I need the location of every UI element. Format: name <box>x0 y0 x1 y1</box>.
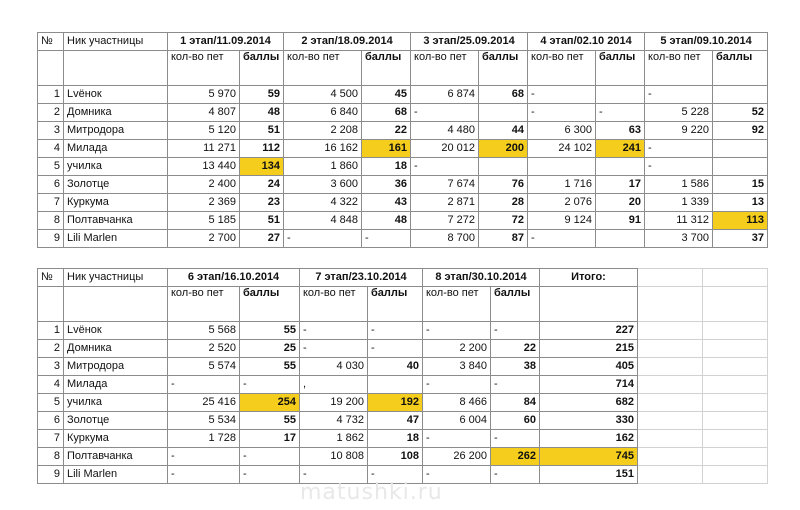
empty-cell <box>703 340 768 358</box>
count-cell: - <box>423 466 491 484</box>
stage-header: 1 этап/11.09.2014 <box>168 33 284 51</box>
participant-name: Lili Marlen <box>64 230 168 248</box>
points-cell: 51 <box>240 122 284 140</box>
table-row <box>38 430 768 448</box>
count-cell: - <box>411 158 479 176</box>
points-cell: 24 <box>240 176 284 194</box>
header-row <box>38 33 768 51</box>
row-number: 8 <box>38 212 64 230</box>
count-cell: 25 416 <box>168 394 240 412</box>
points-cell: 20 <box>596 194 645 212</box>
count-cell: - <box>645 158 713 176</box>
count-cell: - <box>528 230 596 248</box>
total-cell: 405 <box>540 358 638 376</box>
points-cell: - <box>240 466 300 484</box>
table-row <box>38 176 768 194</box>
points-cell: 60 <box>491 412 540 430</box>
points-cell: 134 <box>240 158 284 176</box>
total-cell: 745 <box>540 448 638 466</box>
points-cell <box>479 104 528 122</box>
count-cell: 2 200 <box>423 340 491 358</box>
count-cell: 4 322 <box>284 194 362 212</box>
table-row <box>38 140 768 158</box>
count-cell: 4 848 <box>284 212 362 230</box>
count-subheader: кол-во пет <box>168 287 240 322</box>
count-cell: 26 200 <box>423 448 491 466</box>
count-cell: 1 716 <box>528 176 596 194</box>
count-cell: 8 466 <box>423 394 491 412</box>
count-cell: - <box>168 376 240 394</box>
points-subheader: баллы <box>240 51 284 86</box>
empty-cell <box>638 394 703 412</box>
empty-cell <box>703 430 768 448</box>
points-cell <box>596 158 645 176</box>
participant-name: Куркума <box>64 430 168 448</box>
count-subheader: кол-во пет <box>645 51 713 86</box>
count-cell: - <box>300 322 368 340</box>
count-subheader: кол-во пет <box>411 51 479 86</box>
count-cell: 5 568 <box>168 322 240 340</box>
table-row <box>38 448 768 466</box>
table-row <box>38 194 768 212</box>
empty-cell <box>638 376 703 394</box>
points-cell: - <box>596 104 645 122</box>
row-number: 9 <box>38 466 64 484</box>
points-cell: 43 <box>362 194 411 212</box>
points-cell: 15 <box>713 176 768 194</box>
table-row <box>38 376 768 394</box>
nick-header: Ник участницы <box>64 33 168 51</box>
empty-cell <box>703 412 768 430</box>
count-cell: - <box>300 340 368 358</box>
count-cell: 1 339 <box>645 194 713 212</box>
row-number: 1 <box>38 86 64 104</box>
points-subheader: баллы <box>240 287 300 322</box>
count-cell: 8 700 <box>411 230 479 248</box>
empty-cell <box>703 358 768 376</box>
count-cell: 2 076 <box>528 194 596 212</box>
points-cell: 92 <box>713 122 768 140</box>
count-cell: 5 534 <box>168 412 240 430</box>
count-cell: 1 862 <box>300 430 368 448</box>
count-cell: 6 300 <box>528 122 596 140</box>
points-cell: 48 <box>240 104 284 122</box>
row-number: 6 <box>38 412 64 430</box>
count-cell: 6 004 <box>423 412 491 430</box>
points-cell: 91 <box>596 212 645 230</box>
points-cell: 262 <box>491 448 540 466</box>
count-cell: 9 220 <box>645 122 713 140</box>
points-cell <box>713 140 768 158</box>
points-cell: 38 <box>491 358 540 376</box>
row-number: 5 <box>38 394 64 412</box>
points-cell: 68 <box>362 104 411 122</box>
table-row <box>38 358 768 376</box>
total-header: Итого: <box>540 269 638 287</box>
total-cell: 151 <box>540 466 638 484</box>
row-number: 4 <box>38 140 64 158</box>
table-row <box>38 412 768 430</box>
header-row <box>38 269 768 287</box>
stage-header: 7 этап/23.10.2014 <box>300 269 423 287</box>
points-subheader: баллы <box>362 51 411 86</box>
count-cell: 1 860 <box>284 158 362 176</box>
empty-cell <box>703 466 768 484</box>
count-cell: 3 600 <box>284 176 362 194</box>
count-cell: 3 840 <box>423 358 491 376</box>
count-cell: 11 312 <box>645 212 713 230</box>
count-cell: - <box>284 230 362 248</box>
participant-name: Lili Marlen <box>64 466 168 484</box>
count-subheader: кол-во пет <box>423 287 491 322</box>
points-cell: 22 <box>362 122 411 140</box>
count-cell: 5 228 <box>645 104 713 122</box>
count-cell: 4 500 <box>284 86 362 104</box>
count-cell: 1 728 <box>168 430 240 448</box>
row-number: 2 <box>38 340 64 358</box>
points-cell: 13 <box>713 194 768 212</box>
row-number: 7 <box>38 194 64 212</box>
count-cell <box>528 158 596 176</box>
count-cell: 5 970 <box>168 86 240 104</box>
count-cell: 6 874 <box>411 86 479 104</box>
count-cell: - <box>423 322 491 340</box>
count-subheader: кол-во пет <box>284 51 362 86</box>
points-cell: 76 <box>479 176 528 194</box>
points-cell: 45 <box>362 86 411 104</box>
row-number: 9 <box>38 230 64 248</box>
stage-header: 4 этап/02.10 2014 <box>528 33 645 51</box>
points-cell: - <box>240 376 300 394</box>
points-cell: 113 <box>713 212 768 230</box>
count-cell: 10 808 <box>300 448 368 466</box>
table-row <box>38 158 768 176</box>
count-cell: 2 871 <box>411 194 479 212</box>
points-cell: - <box>240 448 300 466</box>
participant-name: Домника <box>64 340 168 358</box>
table-row <box>38 86 768 104</box>
count-cell: 5 120 <box>168 122 240 140</box>
points-subheader: баллы <box>491 287 540 322</box>
points-cell: - <box>491 466 540 484</box>
count-cell: 11 271 <box>168 140 240 158</box>
points-cell: 18 <box>368 430 423 448</box>
points-cell: - <box>368 466 423 484</box>
table-row <box>38 340 768 358</box>
empty-cell <box>703 394 768 412</box>
participant-name: Полтавчанка <box>64 212 168 230</box>
participant-name: Золотце <box>64 412 168 430</box>
count-cell: - <box>168 448 240 466</box>
points-cell: 17 <box>596 176 645 194</box>
count-cell: - <box>423 376 491 394</box>
count-cell: 3 700 <box>645 230 713 248</box>
count-cell: - <box>411 104 479 122</box>
points-cell: 241 <box>596 140 645 158</box>
points-cell: 28 <box>479 194 528 212</box>
points-cell: 72 <box>479 212 528 230</box>
total-cell: 162 <box>540 430 638 448</box>
participant-name: Митродора <box>64 122 168 140</box>
points-cell: 25 <box>240 340 300 358</box>
count-subheader: кол-во пет <box>168 51 240 86</box>
participant-name: Милада <box>64 376 168 394</box>
nick-header: Ник участницы <box>64 269 168 287</box>
points-cell: 59 <box>240 86 284 104</box>
row-number: 1 <box>38 322 64 340</box>
row-number: 8 <box>38 448 64 466</box>
stage-header: 5 этап/09.10.2014 <box>645 33 768 51</box>
points-cell: 55 <box>240 412 300 430</box>
points-cell: 51 <box>240 212 284 230</box>
total-cell: 714 <box>540 376 638 394</box>
participant-name: училка <box>64 158 168 176</box>
points-cell: 55 <box>240 358 300 376</box>
count-cell: - <box>423 430 491 448</box>
count-cell: 19 200 <box>300 394 368 412</box>
table-row <box>38 230 768 248</box>
points-cell: 47 <box>368 412 423 430</box>
count-cell: - <box>300 466 368 484</box>
participant-name: Золотце <box>64 176 168 194</box>
empty-cell <box>638 430 703 448</box>
count-cell: 5 574 <box>168 358 240 376</box>
watermark: matushki.ru <box>300 480 443 505</box>
count-subheader: кол-во пет <box>300 287 368 322</box>
subheader-row <box>38 287 768 322</box>
points-cell: - <box>368 322 423 340</box>
row-number: 3 <box>38 122 64 140</box>
points-cell: - <box>491 322 540 340</box>
table-row <box>38 394 768 412</box>
count-cell: - <box>528 104 596 122</box>
points-cell: 55 <box>240 322 300 340</box>
points-cell <box>713 158 768 176</box>
count-cell: 4 807 <box>168 104 240 122</box>
points-cell: 36 <box>362 176 411 194</box>
total-cell: 215 <box>540 340 638 358</box>
count-cell: 9 124 <box>528 212 596 230</box>
count-cell: 13 440 <box>168 158 240 176</box>
points-cell: 87 <box>479 230 528 248</box>
empty-cell <box>703 448 768 466</box>
empty-cell <box>638 340 703 358</box>
count-cell: 4 480 <box>411 122 479 140</box>
participant-name: Полтавчанка <box>64 448 168 466</box>
points-cell <box>479 158 528 176</box>
points-cell: 48 <box>362 212 411 230</box>
stages-table-1 <box>37 32 768 248</box>
points-cell: 52 <box>713 104 768 122</box>
participant-name: Куркума <box>64 194 168 212</box>
count-cell: 2 700 <box>168 230 240 248</box>
points-subheader: баллы <box>713 51 768 86</box>
empty-cell <box>703 322 768 340</box>
stage-header: 2 этап/18.09.2014 <box>284 33 411 51</box>
stage-header: 6 этап/16.10.2014 <box>168 269 300 287</box>
row-number: 7 <box>38 430 64 448</box>
points-cell: - <box>368 340 423 358</box>
total-cell: 682 <box>540 394 638 412</box>
points-cell: 84 <box>491 394 540 412</box>
count-subheader: кол-во пет <box>528 51 596 86</box>
stages-table-2 <box>37 268 768 484</box>
points-subheader: баллы <box>368 287 423 322</box>
participant-name: Митродора <box>64 358 168 376</box>
points-cell: 68 <box>479 86 528 104</box>
count-cell: - <box>645 86 713 104</box>
empty-cell <box>638 358 703 376</box>
count-cell: 2 400 <box>168 176 240 194</box>
empty-cell <box>638 448 703 466</box>
num-header: № <box>38 269 64 287</box>
points-cell <box>368 376 423 394</box>
table-row <box>38 212 768 230</box>
points-cell: 108 <box>368 448 423 466</box>
empty-cell <box>638 466 703 484</box>
points-cell: 112 <box>240 140 284 158</box>
table-row <box>38 122 768 140</box>
row-number: 2 <box>38 104 64 122</box>
participant-name: Lvёнок <box>64 322 168 340</box>
points-subheader: баллы <box>479 51 528 86</box>
participant-name: Домника <box>64 104 168 122</box>
count-cell: 16 162 <box>284 140 362 158</box>
empty-cell <box>703 376 768 394</box>
count-cell: 2 520 <box>168 340 240 358</box>
count-cell: - <box>645 140 713 158</box>
count-cell: 2 208 <box>284 122 362 140</box>
row-number: 3 <box>38 358 64 376</box>
points-cell: 192 <box>368 394 423 412</box>
points-cell: - <box>491 430 540 448</box>
points-cell <box>596 230 645 248</box>
stage-header: 3 этап/25.09.2014 <box>411 33 528 51</box>
num-header: № <box>38 33 64 51</box>
points-cell: 37 <box>713 230 768 248</box>
count-cell: , <box>300 376 368 394</box>
row-number: 6 <box>38 176 64 194</box>
empty-cell <box>638 412 703 430</box>
total-cell: 330 <box>540 412 638 430</box>
points-cell: 18 <box>362 158 411 176</box>
points-cell: 27 <box>240 230 284 248</box>
count-cell: 1 586 <box>645 176 713 194</box>
count-cell: 7 272 <box>411 212 479 230</box>
participant-name: Милада <box>64 140 168 158</box>
count-cell: - <box>168 466 240 484</box>
points-cell: 17 <box>240 430 300 448</box>
points-cell <box>713 86 768 104</box>
participant-name: училка <box>64 394 168 412</box>
points-subheader: баллы <box>596 51 645 86</box>
points-cell: 40 <box>368 358 423 376</box>
count-cell: 6 840 <box>284 104 362 122</box>
total-cell: 227 <box>540 322 638 340</box>
row-number: 4 <box>38 376 64 394</box>
points-cell: 63 <box>596 122 645 140</box>
row-number: 5 <box>38 158 64 176</box>
count-cell: - <box>528 86 596 104</box>
points-cell: 23 <box>240 194 284 212</box>
empty-cell <box>638 322 703 340</box>
points-cell: - <box>362 230 411 248</box>
subheader-row <box>38 51 768 86</box>
points-cell: 200 <box>479 140 528 158</box>
count-cell: 24 102 <box>528 140 596 158</box>
count-cell: 2 369 <box>168 194 240 212</box>
table-row <box>38 322 768 340</box>
count-cell: 20 012 <box>411 140 479 158</box>
points-cell: 44 <box>479 122 528 140</box>
points-cell: 22 <box>491 340 540 358</box>
points-cell: 254 <box>240 394 300 412</box>
count-cell: 5 185 <box>168 212 240 230</box>
points-cell <box>596 86 645 104</box>
table-row <box>38 104 768 122</box>
participant-name: Lvёнок <box>64 86 168 104</box>
count-cell: 7 674 <box>411 176 479 194</box>
points-cell: 161 <box>362 140 411 158</box>
count-cell: 4 732 <box>300 412 368 430</box>
count-cell: 4 030 <box>300 358 368 376</box>
stage-header: 8 этап/30.10.2014 <box>423 269 540 287</box>
points-cell: - <box>491 376 540 394</box>
